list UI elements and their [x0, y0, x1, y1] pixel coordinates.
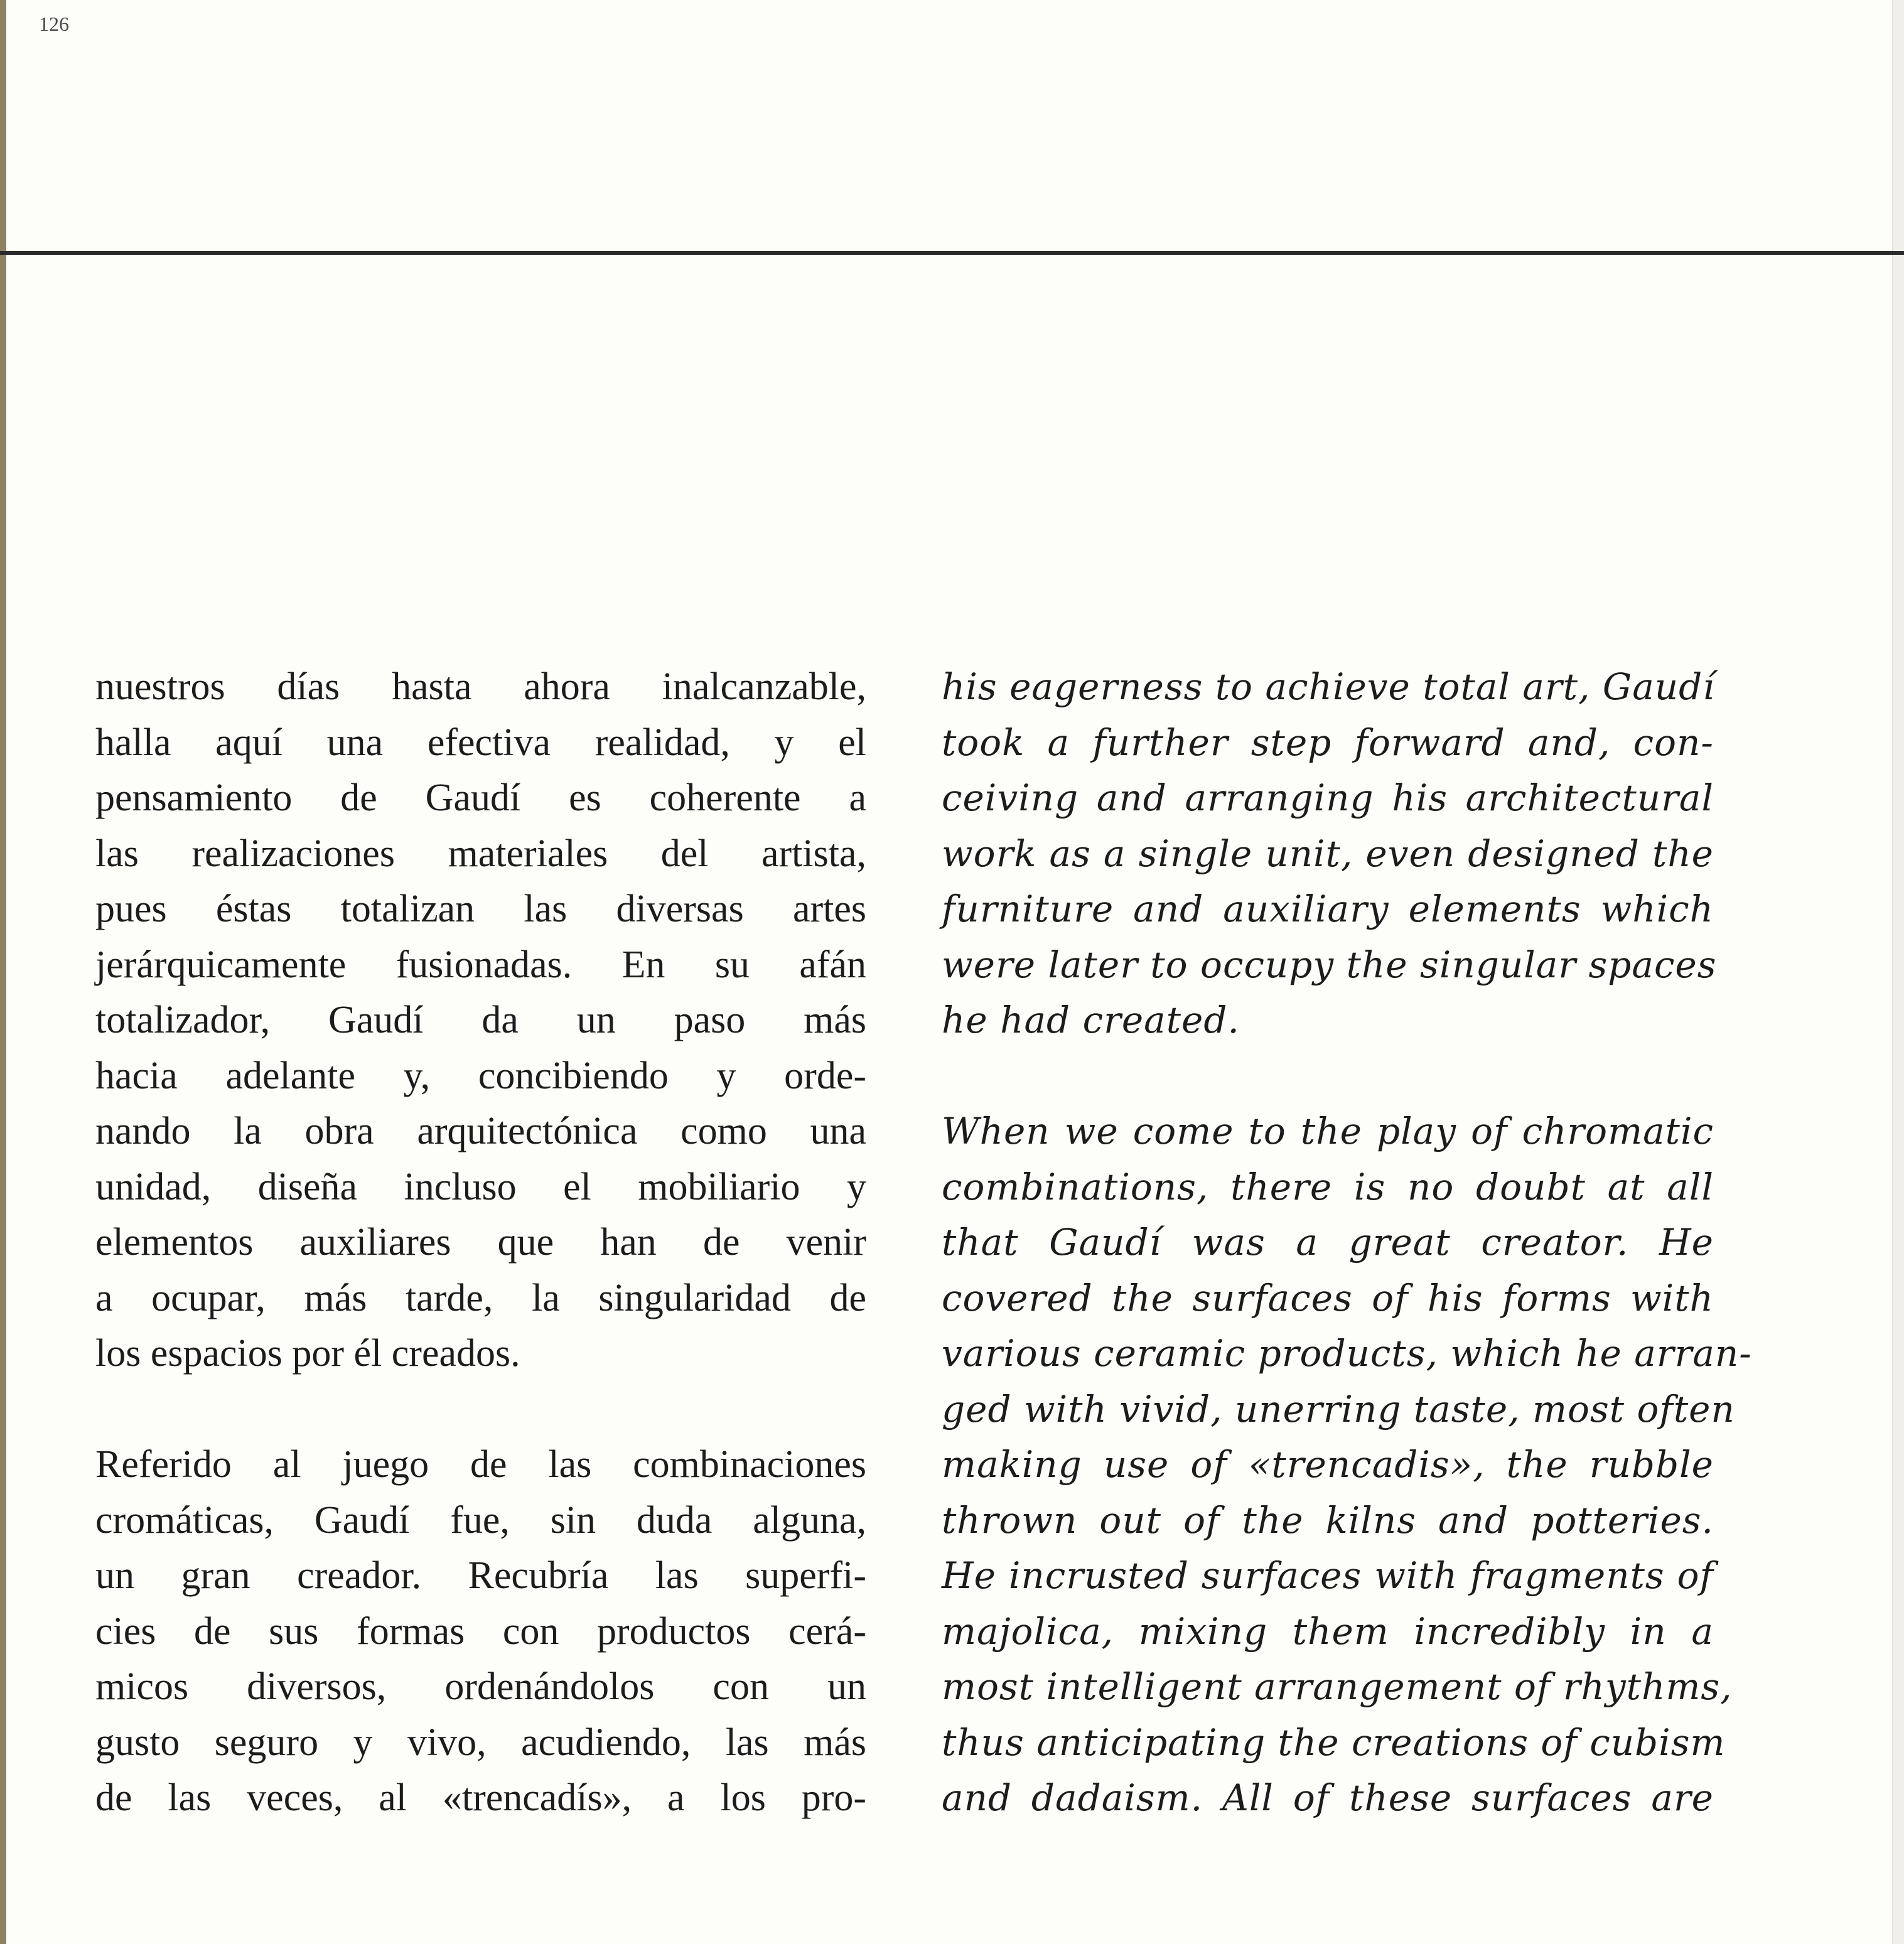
text-line: jerárquicamente fusionadas. En su afán	[95, 943, 866, 986]
text-line: thrown out of the kilns and potteries.	[942, 1498, 1714, 1542]
text-line: he had created.	[942, 999, 1240, 1041]
page-number: 126	[39, 13, 69, 35]
text-line: were later to occupy the singular spaces	[942, 943, 1717, 986]
text-line: un gran creador. Recubría las superfi-	[95, 1554, 866, 1597]
text-line: that Gaudí was a great creator. He	[942, 1221, 1714, 1264]
text-line: took a further step forward and, con-	[942, 721, 1714, 764]
text-line: his eagerness to achieve total art, Gaudí	[942, 665, 1715, 708]
page-binding-edge	[0, 0, 6, 1944]
text-line: de las veces, al «trencadís», a los pro-	[95, 1776, 866, 1819]
paragraph-gap	[95, 1382, 866, 1437]
text-line: elementos auxiliares que han de venir	[95, 1221, 866, 1264]
english-paragraph-1	[942, 659, 1717, 1048]
text-line: pues éstas totalizan las diversas artes	[95, 888, 866, 930]
text-line: cromáticas, Gaudí fue, sin duda alguna,	[95, 1498, 866, 1542]
text-line: micos diversos, ordenándolos con un	[95, 1665, 866, 1708]
text-line: ged with vivid, unerring taste, most often	[942, 1387, 1735, 1431]
text-line: majolica, mixing them incredibly in a	[942, 1609, 1714, 1653]
text-line: and dadaism. All of these surfaces are	[942, 1776, 1714, 1819]
text-line: When we come to the play of chromatic	[942, 1110, 1714, 1152]
text-line: hacia adelante y, concibiendo y orde-	[95, 1054, 866, 1097]
text-line: Referido al juego de las combinaciones	[95, 1443, 866, 1486]
text-line: nando la obra arquitectónica como una	[95, 1110, 866, 1152]
text-line: pensamiento de Gaudí es coherente a	[95, 776, 866, 819]
text-line: furniture and auxiliary elements which	[942, 888, 1714, 930]
text-line: combinations, there is no doubt at all	[942, 1165, 1714, 1208]
text-line: las realizaciones materiales del artista,	[95, 832, 866, 875]
english-text-column	[942, 659, 1752, 1826]
text-line: various ceramic products, which he arran-	[942, 1332, 1752, 1375]
text-line: totalizador, Gaudí da un paso más	[95, 999, 866, 1041]
text-line: ceiving and arranging his architectural	[942, 776, 1714, 819]
header-rule	[0, 251, 1904, 255]
paragraph-gap	[942, 1048, 1714, 1104]
text-line: most intelligent arrangement of rhythms,	[942, 1665, 1733, 1708]
text-line: He incrusted surfaces with fragments of	[942, 1554, 1714, 1597]
text-line: unidad, diseña incluso el mobiliario y	[95, 1165, 866, 1208]
text-line: a ocupar, más tarde, la singularidad de	[95, 1276, 866, 1319]
text-line: cies de sus formas con productos cerá-	[95, 1609, 866, 1653]
text-line: making use of «trencadis», the rubble	[942, 1443, 1714, 1486]
spanish-paragraph-1	[95, 659, 866, 1382]
spanish-text-column	[95, 659, 866, 1826]
page-right-edge	[1892, 0, 1904, 1944]
spanish-paragraph-2	[95, 1437, 866, 1826]
text-line: thus anticipating the creations of cubism	[942, 1721, 1726, 1764]
text-line: halla aquí una efectiva realidad, y el	[95, 721, 866, 764]
text-line: los espacios por él creados.	[95, 1332, 520, 1375]
text-line: nuestros días hasta ahora inalcanzable,	[95, 665, 866, 708]
text-line: covered the surfaces of his forms with	[942, 1276, 1714, 1319]
text-line: gusto seguro y vivo, acudiendo, las más	[95, 1721, 866, 1764]
text-line: work as a single unit, even designed the	[942, 832, 1714, 875]
english-paragraph-2	[942, 1104, 1752, 1826]
